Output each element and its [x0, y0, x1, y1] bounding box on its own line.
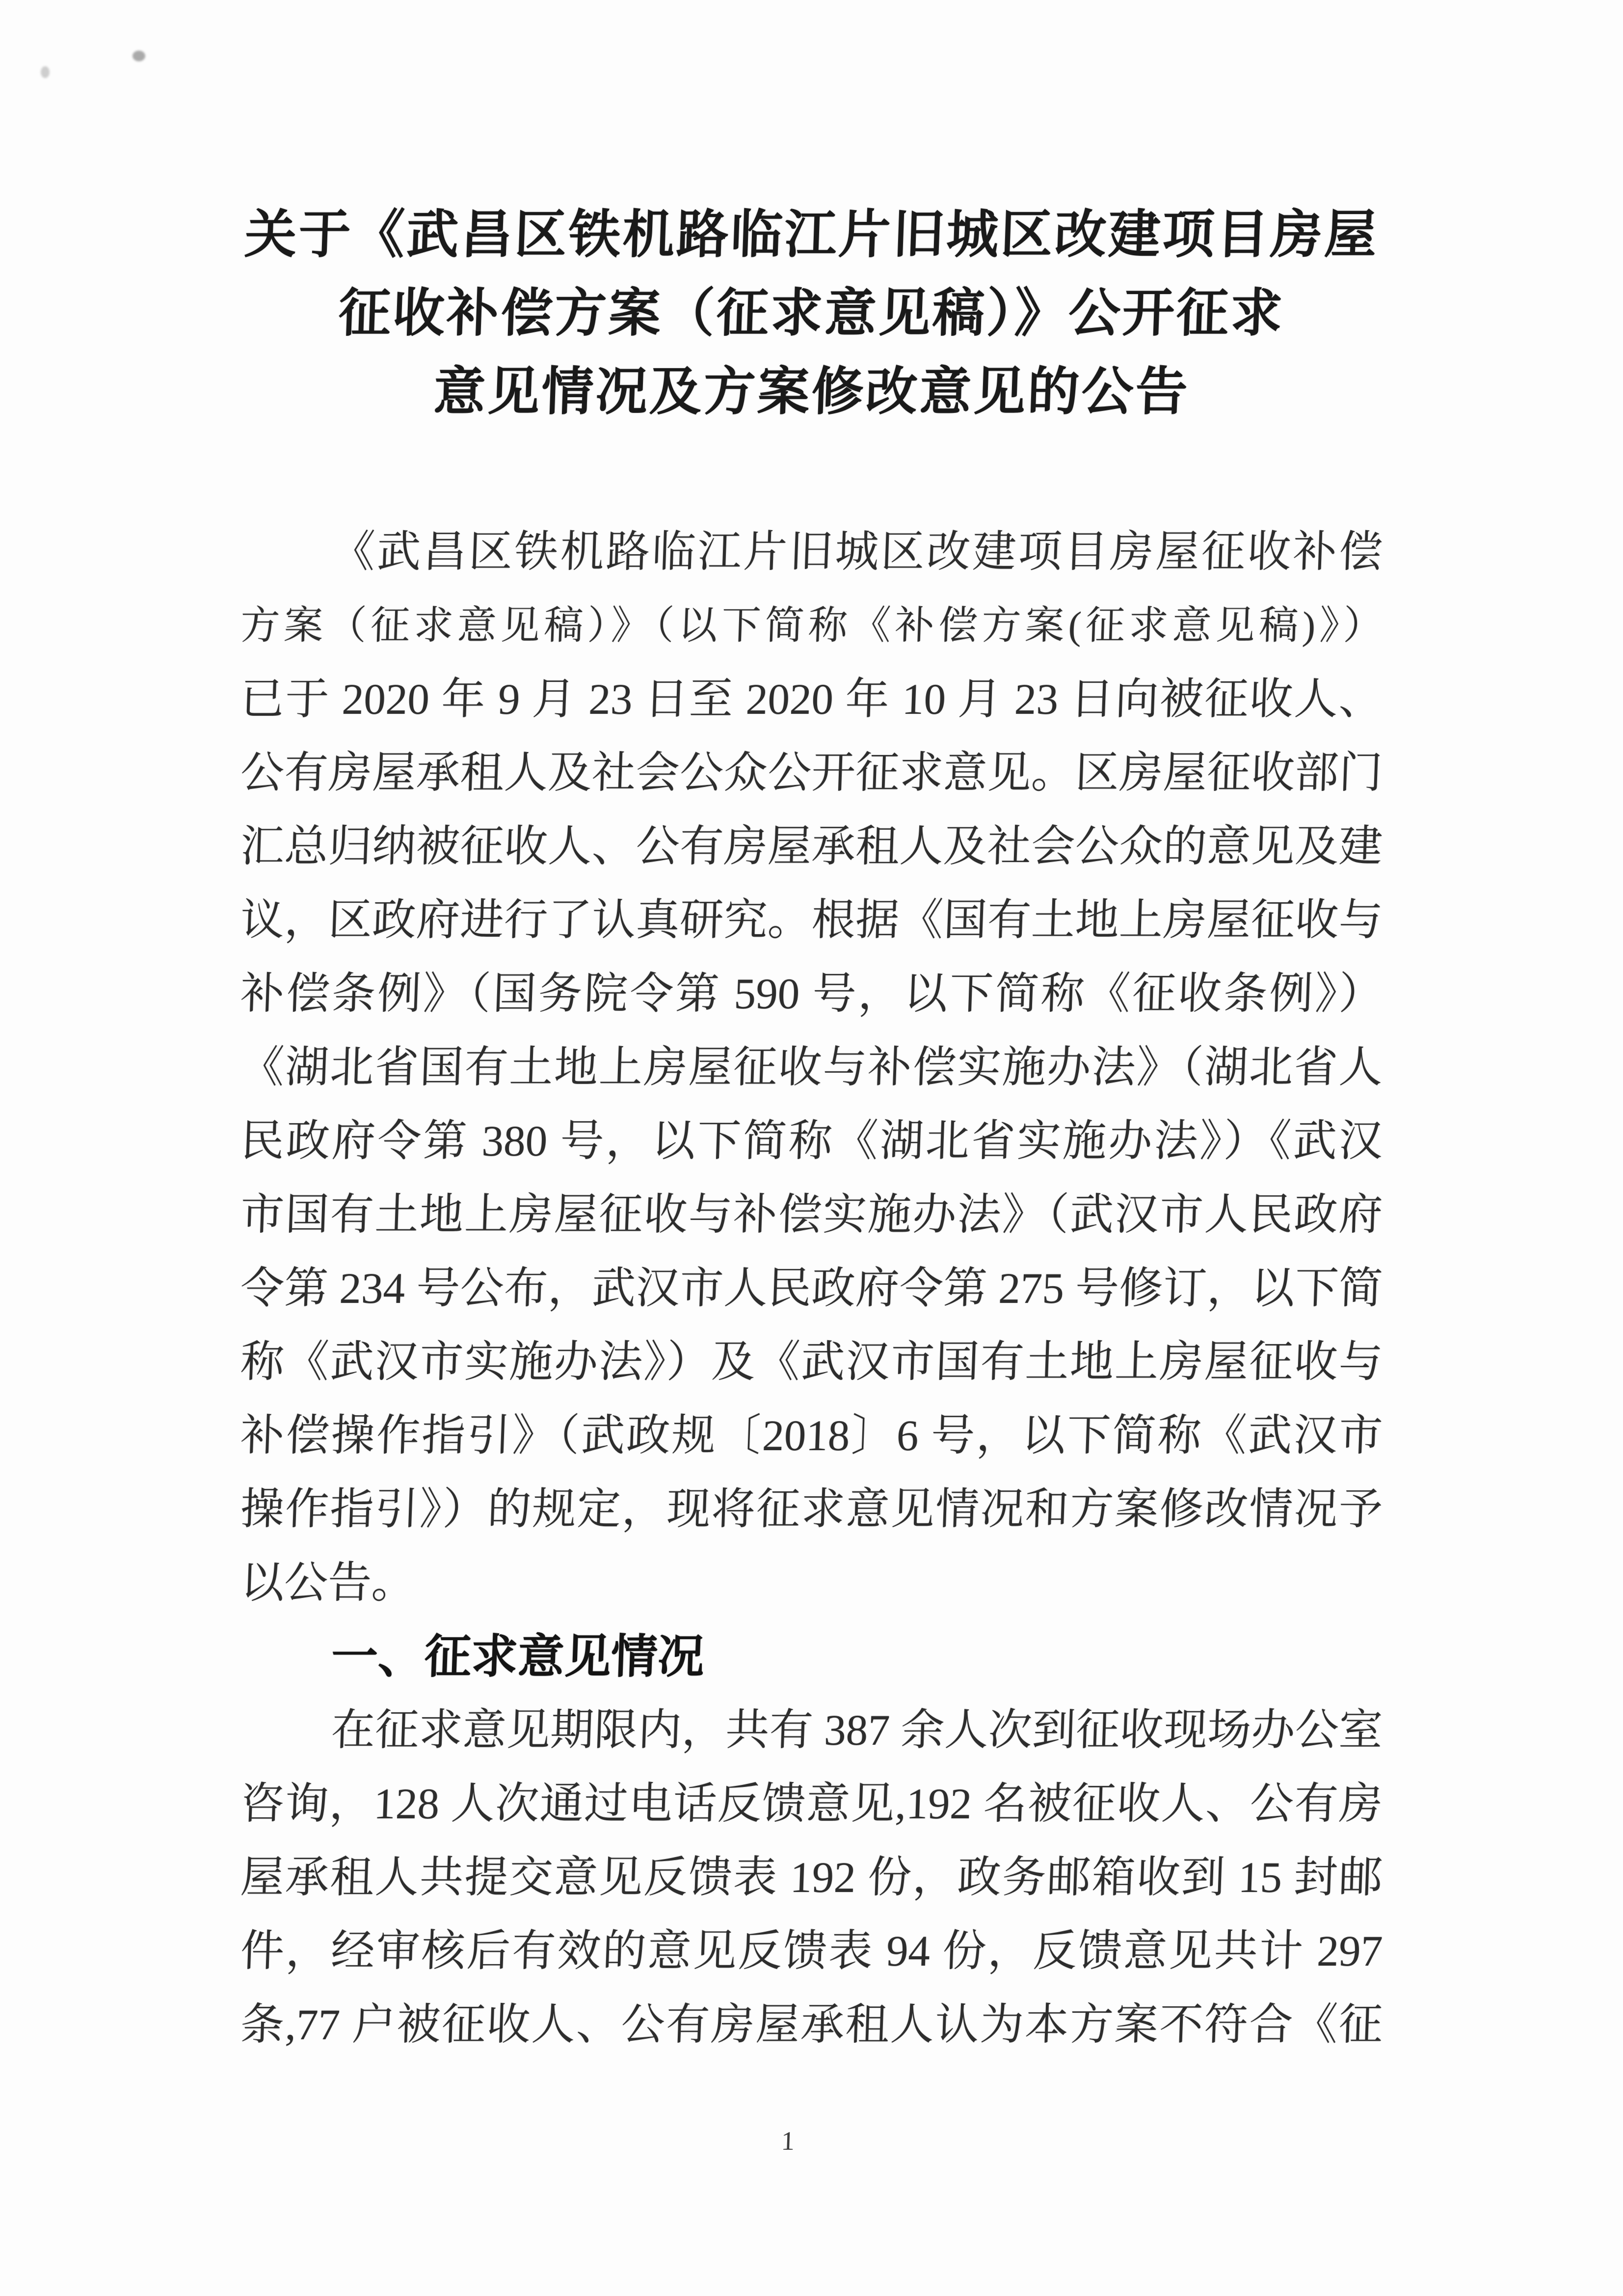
paragraph2-line-5: 条,77 户被征收人、公有房屋承租人认为本方案不符合《征 — [239, 2001, 1384, 2049]
paragraph1-line-13: 补偿操作指引》（武政规〔2018〕6 号，以下简称《武汉市 — [239, 1412, 1384, 1460]
paragraph1-line-14: 操作指引》）的规定，现将征求意见情况和方案修改情况予 — [239, 1486, 1384, 1534]
paragraph1-line-11: 令第 234 号公布，武汉市人民政府令第 275 号修订，以下简 — [239, 1265, 1384, 1313]
paragraph1-line-1: 《武昌区铁机路临江片旧城区改建项目房屋征收补偿 — [330, 528, 1384, 576]
paragraph1-line-6: 议，区政府进行了认真研究。根据《国有土地上房屋征收与 — [239, 896, 1384, 945]
paragraph1-line-10: 市国有土地上房屋征收与补偿实施办法》（武汉市人民政府 — [239, 1191, 1384, 1239]
title-line-3: 意见情况及方案修改意见的公告 — [432, 363, 1191, 421]
paragraph1-line-2: 方案（征求意见稿）》（以下简称《补偿方案(征求意见稿)》） — [239, 604, 1384, 648]
paragraph1-line-9: 民政府令第 380 号，以下简称《湖北省实施办法》）《武汉 — [239, 1117, 1384, 1165]
scan-speck — [133, 51, 145, 61]
paragraph2-line-2: 咨询，128 人次通过电话反馈意见,192 名被征收人、公有房 — [239, 1780, 1384, 1828]
paragraph1-line-15: 以公告。 — [239, 1559, 416, 1607]
page-number: 1 — [780, 2126, 796, 2156]
paragraph1-line-8: 《湖北省国有土地上房屋征收与补偿实施办法》（湖北省人 — [239, 1044, 1384, 1092]
document-body — [240, 515, 1383, 2062]
paragraph2-line-1: 在征求意见期限内，共有 387 余人次到征收现场办公室 — [330, 1706, 1384, 1755]
paragraph1-line-5: 汇总归纳被征收人、公有房屋承租人及社会公众的意见及建 — [239, 823, 1384, 871]
title-line-1: 关于《武昌区铁机路临江片旧城区改建项目房屋 — [243, 206, 1380, 264]
section-heading: 一、征求意见情况 — [330, 1631, 705, 1683]
document-title — [240, 195, 1383, 431]
title-line-2: 征收补偿方案（征求意见稿）》公开征求 — [337, 284, 1286, 342]
paragraph1-line-3: 已于 2020 年 9 月 23 日至 2020 年 10 月 23 日向被征收人、 — [239, 675, 1384, 724]
paragraph1-line-4: 公有房屋承租人及社会公众公开征求意见。区房屋征收部门 — [239, 749, 1384, 797]
paragraph2-line-3: 屋承租人共提交意见反馈表 192 份，政务邮箱收到 15 封邮 — [239, 1854, 1384, 1902]
paragraph2-line-4: 件，经审核后有效的意见反馈表 94 份，反馈意见共计 297 — [239, 1927, 1384, 1975]
scan-speck — [41, 66, 50, 78]
paragraph1-line-7: 补偿条例》（国务院令第 590 号，以下简称《征收条例》） — [239, 970, 1384, 1018]
paragraph1-line-12: 称《武汉市实施办法》）及《武汉市国有土地上房屋征收与 — [239, 1338, 1384, 1386]
